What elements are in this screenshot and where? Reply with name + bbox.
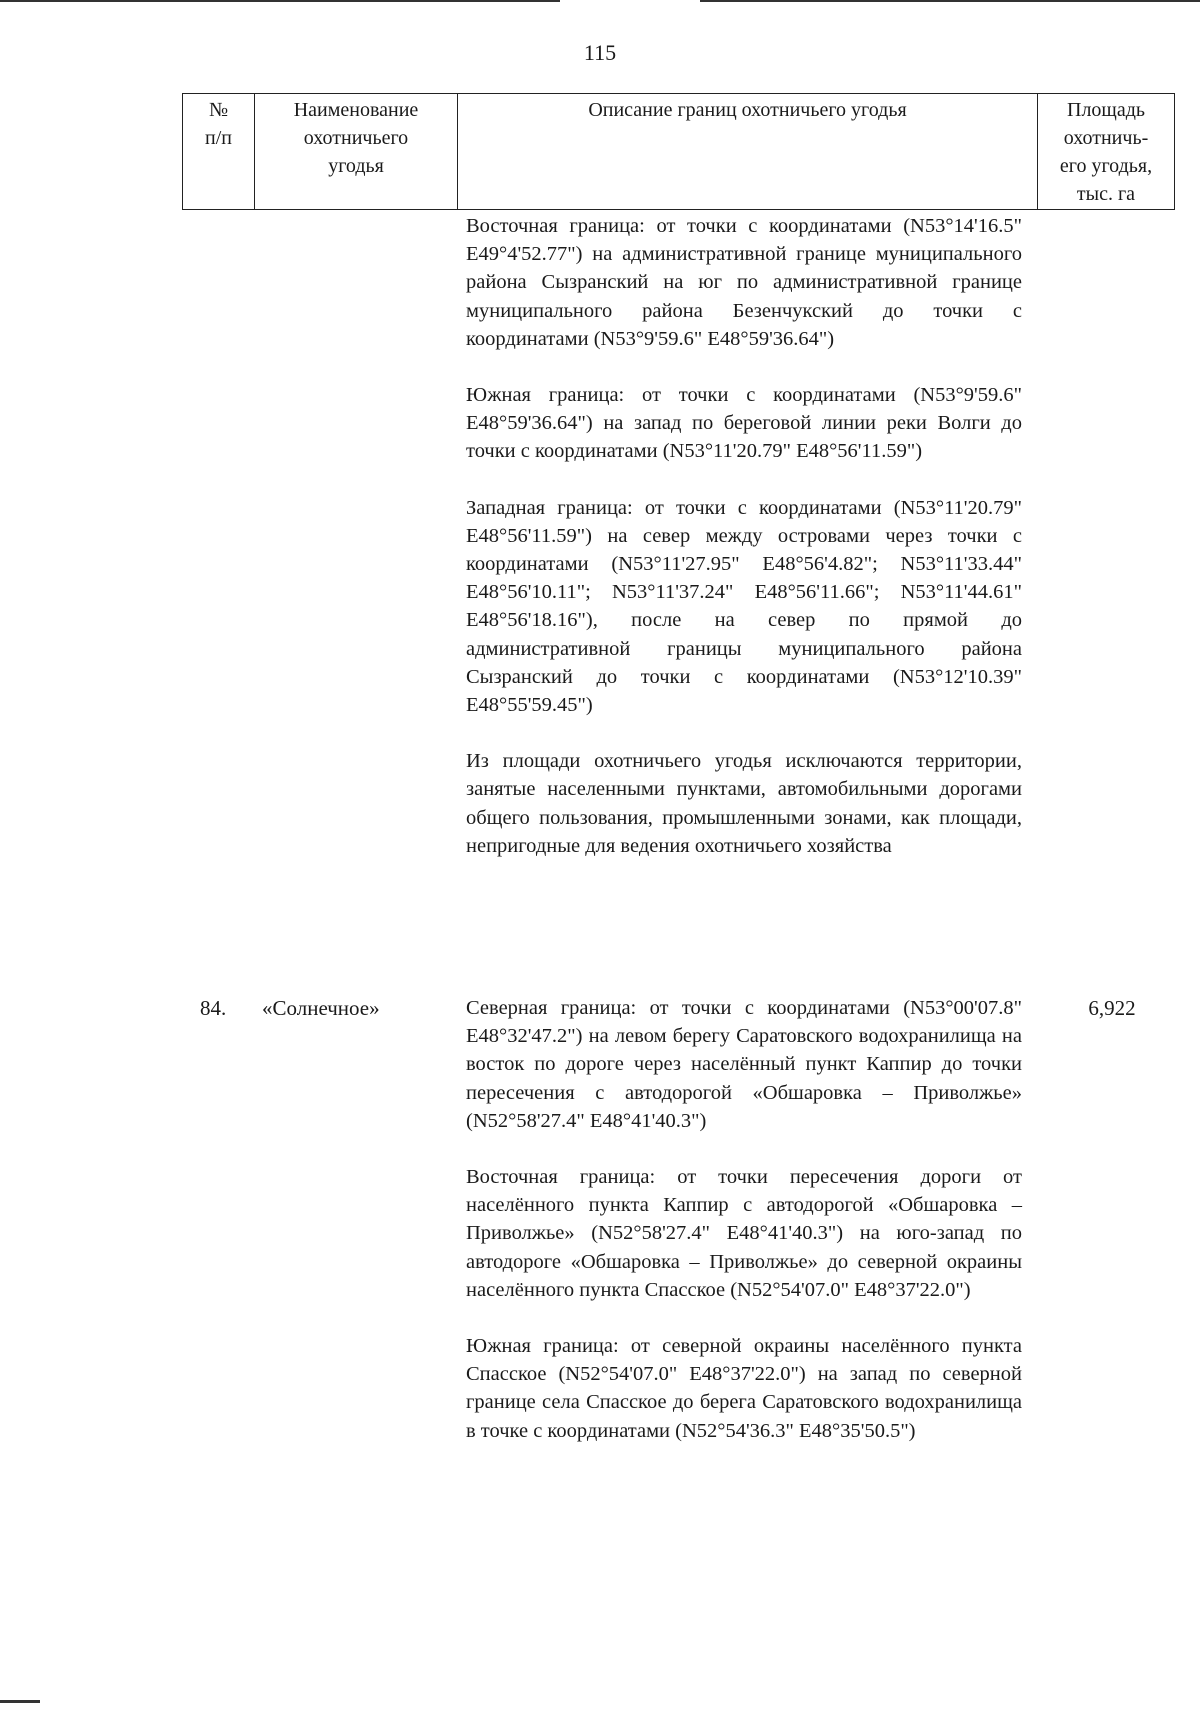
header-description-column: Описание границ охотничьего угодья (458, 94, 1038, 210)
exclusion-paragraph: Из площади охотничьего угодья исключаются территории, занятые населенными пунктами, автомобильными дорогами общего пользования, промышленными зонами, как площади, непригодные для ведения охотничьего хозяйства (466, 750, 1022, 857)
entry-name: «Солнечное» (262, 996, 380, 1020)
header-number-column: № п/п (183, 94, 255, 210)
continued-entry-description (466, 212, 1022, 860)
north-boundary-paragraph: Северная граница: от точки с координатами (N53°00'07.8" E48°32'47.2") на левом берегу Саратовского водохранилища на восток по дороге через населённый пункт Каппир до точки пересечения с автодорогой «Обшаровка – Приволжье» (N52°58'27.4" E48°41'40.3") (466, 997, 1022, 1132)
scan-corner-mark (0, 1700, 40, 1703)
south-boundary-paragraph: Южная граница: от северной окраины населённого пункта Спасское (N52°54'07.0" E48°37'22.0") на запад по северной границе села Спасское до берега Саратовского водохранилища в точке с координатами (N52°54'36.3" E48°35'50.5") (466, 1335, 1022, 1442)
header-name-column: Наименование охотничьего угодья (255, 94, 458, 210)
header-area-column: Площадь охотничь- его угодья, тыс. га (1038, 94, 1175, 210)
table-header (182, 93, 1175, 210)
entry-number: 84. (200, 996, 227, 1020)
scan-edge-line (700, 0, 1200, 2)
south-boundary-paragraph: Южная граница: от точки с координатами (N53°9'59.6" E48°59'36.64") на запад по береговой линии реки Волги до точки с координатами (N53°11'20.79" E48°56'11.59") (466, 384, 1022, 463)
entry-84-description (466, 994, 1022, 1445)
page-number: 115 (583, 40, 617, 65)
entry-area: 6,922 (1088, 996, 1136, 1020)
west-boundary-paragraph: Западная граница: от точки с координатами (N53°11'20.79" E48°56'11.59") на север между островами через точки с координатами (N53°11'27.95" E48°56'4.82"; N53°11'33.44" E48°56'10.11"; N53°11'37.24" E48°56'11.66"; N53°11'44.61" E48°56'18.16"), после на север по прямой до административной границы муниципального района Сызранский до точки с координатами (N53°12'10.39" E48°55'59.45") (466, 496, 1022, 717)
east-boundary-paragraph: Восточная граница: от точки с координатами (N53°14'16.5" E49°4'52.77") на административной границе муниципального района Сызранский на юг по административной границе муниципального района Безенчукский до точки с координатами (N53°9'59.6" E48°59'36.64") (466, 215, 1022, 350)
scan-edge-line (0, 0, 560, 2)
east-boundary-paragraph: Восточная граница: от точки пересечения дороги от населённого пункта Каппир с автодорогой «Обшаровка – Приволжье» (N52°58'27.4" E48°41'40.3") на юго-запад по автодороге «Обшаровка – Приволжье» до северной окраины населённого пункта Спасское (N52°54'07.0" E48°37'22.0") (466, 1166, 1022, 1301)
